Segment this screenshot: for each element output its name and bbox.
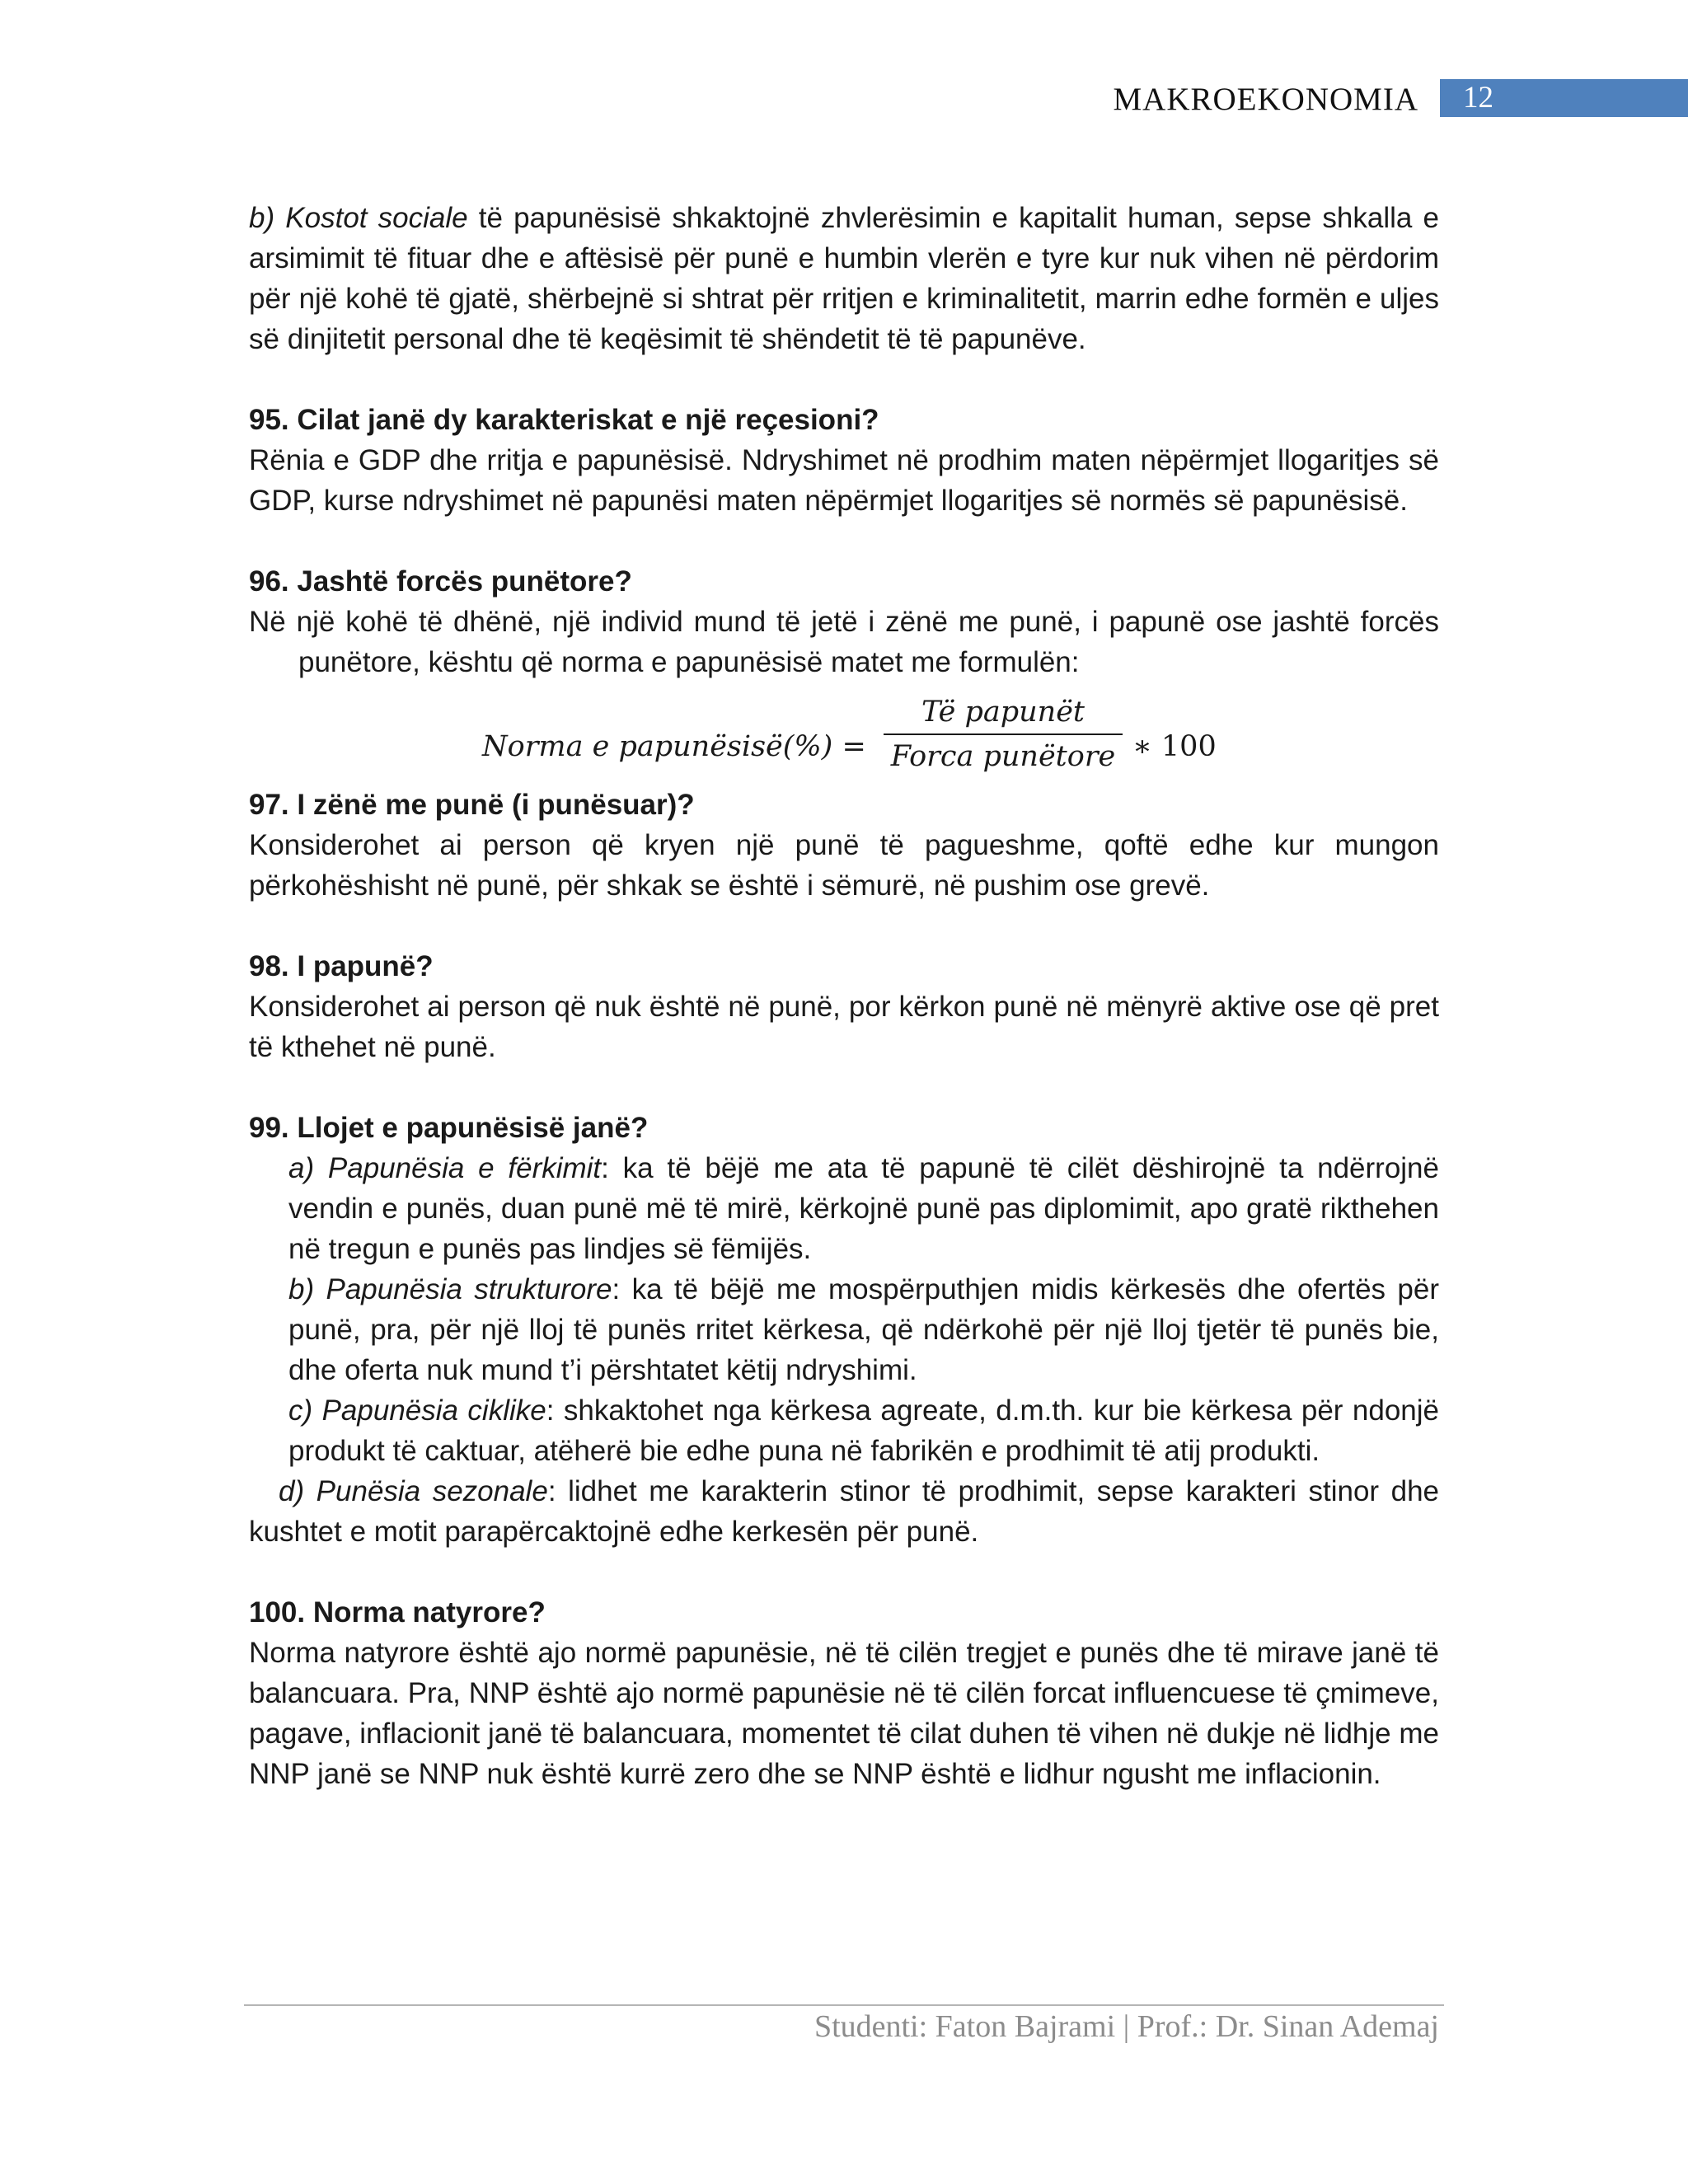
- term-seasonal: d) Punësia sezonale: [279, 1475, 548, 1507]
- list-item: [249, 1390, 1439, 1471]
- question-95-title: 95. Cilat janë dy karakteriskat e një reçesioni?: [249, 404, 879, 436]
- header-title: MAKROEKONOMIA: [1113, 82, 1418, 117]
- formula-rhs: ∗ 100: [1132, 730, 1217, 763]
- page-footer: Studenti: Faton Bajrami | Prof.: Dr. Sinan Ademaj: [814, 2009, 1439, 2044]
- term-social-costs: b) Kostot sociale: [249, 202, 468, 234]
- answer-98: Konsiderohet ai person që nuk është në punë, por kërkon punë në mënyrë aktive ose që pret të kthehet në punë.: [249, 991, 1439, 1063]
- term-cyclical: c) Papunësia ciklike: [288, 1394, 546, 1427]
- page-number: 12: [1463, 81, 1493, 115]
- answer-100: Norma natyrore është ajo normë papunësie, në të cilën tregjet e punës dhe të mirave janë të balancuara. Pra, NNP është ajo normë papunësie në të cilën forcat influencuese të çmimeve, pagave, inflacionit janë të balancuara, momentet të cilat duhen të vihen në dukje në lidhje me NNP janë se NNP nuk është kurrë zero dhe se NNP është e lidhur ngusht me inflacionin.: [249, 1637, 1439, 1790]
- document-body: [249, 198, 1439, 1794]
- list-item-text: : ka të bëjë me ata të papunë të cilët dëshirojnë ta ndërrojnë vendin e punës, duan punë më të mirë, kërkojnë punë pas diplomimit, apo gratë rikthehen në tregun e punës pas lindjes së fëmijës.: [288, 1152, 1439, 1265]
- answer-97: Konsiderohet ai person që kryen një punë të pagueshme, qoftë edhe kur mungon përkohëshisht në punë, për shkak se është i sëmurë, në pushim ose grevë.: [249, 829, 1439, 902]
- term-frictional: a) Papunësia e fërkimit: [288, 1152, 602, 1184]
- formula-denominator: Forca punëtore: [890, 740, 1116, 773]
- list-item: [249, 1269, 1439, 1390]
- term-structural: b) Papunësia strukturore: [288, 1273, 612, 1305]
- page-number-badge: [1440, 79, 1688, 117]
- paragraph-social-costs: [249, 198, 1439, 359]
- list-item: [249, 1471, 1439, 1552]
- question-99-title: 99. Llojet e papunësisë janë?: [249, 1112, 649, 1144]
- list-item: [249, 1148, 1439, 1269]
- question-100-title: 100. Norma natyrore?: [249, 1596, 546, 1629]
- list-item-text: : lidhet me karakterin stinor të prodhimit, sepse karakteri stinor dhe kushtet e motit parapërcaktojnë edhe kerkesën për punë.: [249, 1475, 1440, 1548]
- paragraph-text: të papunësisë shkaktojnë zhvlerësimin e kapitalit human, sepse shkalla e arsimimit të fituar dhe e aftësisë për punë e humbin vlerën e tyre kur nuk vihen në përdorim për një kohë të gjatë, shërbejnë si shtrat për rritjen e kriminalitetit, marrin edhe formën e uljes së dinjitetit personal dhe të keqësimit të shëndetit të të papunëve.: [249, 202, 1439, 355]
- footer-divider: [244, 2004, 1444, 2006]
- question-96-title: 96. Jashtë forcës punëtore?: [249, 565, 632, 598]
- list-item-text: : shkaktohet nga kërkesa agreate, d.m.th. kur bie kërkesa për ndonjë produkt të caktuar, atëherë bie edhe puna në fabrikën e prodhimit të atij produkti.: [288, 1394, 1439, 1467]
- formula-lhs: Norma e papunësisë(%) =: [482, 730, 866, 763]
- page-header: [0, 79, 1688, 117]
- list-item-text: : ka të bëjë me mospërputhjen midis kërkesës dhe ofertës për punë, pra, për një lloj të punës rritet kërkesa, që ndërkohë për një lloj tjetër të punës bie, dhe oferta nuk mund t’i përshtatet këtij ndryshimi.: [288, 1273, 1439, 1386]
- answer-95: Rënia e GDP dhe rritja e papunësisë. Ndryshimet në prodhim maten nëpërmjet llogaritjes së GDP, kurse ndryshimet në papunësi maten nëpërmjet llogaritjes së normës së papunësisë.: [249, 444, 1439, 517]
- fraction-bar: [884, 733, 1123, 735]
- question-98-title: 98. I papunë?: [249, 950, 434, 982]
- answer-96: Në një kohë të dhënë, një individ mund të jetë i zënë me punë, i papunë ose jashtë forcës punëtore, kështu që norma e papunësisë matet me formulën:: [249, 606, 1439, 678]
- formula-fraction: [884, 692, 1123, 776]
- unemployment-rate-formula: [249, 692, 1439, 785]
- formula-numerator: Të papunët: [921, 696, 1085, 729]
- question-97-title: 97. I zënë me punë (i punësuar)?: [249, 789, 695, 821]
